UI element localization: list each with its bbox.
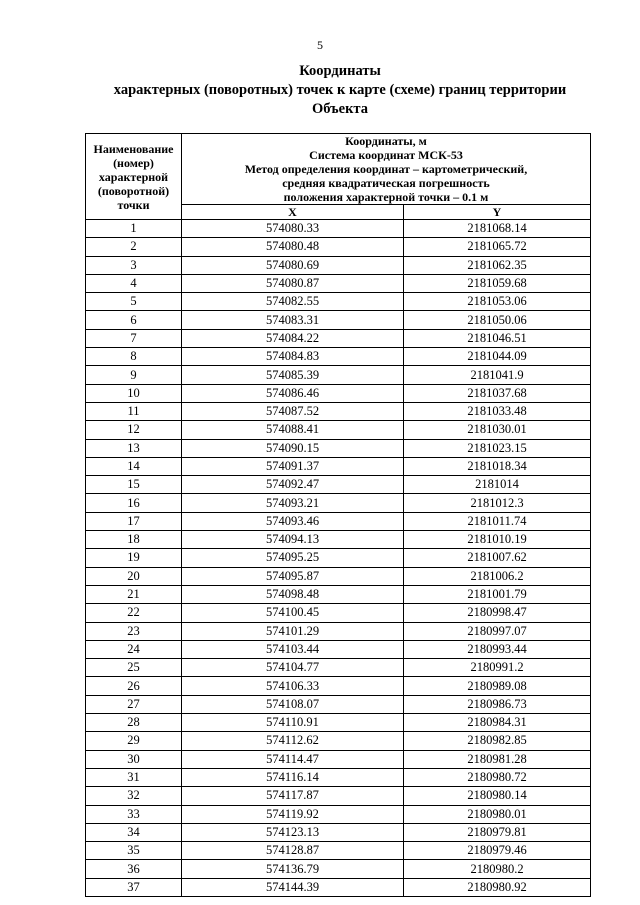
coordinates-header-line-2: Система координат МСК-53 [309,148,463,162]
table-row [86,567,591,585]
point-number-cell: 24 [86,640,182,658]
table-row [86,860,591,878]
x-coordinate-cell: 574101.29 [182,622,404,640]
table-row [86,585,591,603]
point-name-header: Наименование (номер) характерной (поворотной) точки [86,134,182,220]
table-row [86,220,591,238]
y-coordinate-cell: 2180984.31 [404,714,591,732]
table-row [86,842,591,860]
y-coordinate-cell: 2180982.85 [404,732,591,750]
x-coordinate-cell: 574082.55 [182,293,404,311]
x-coordinate-cell: 574123.13 [182,823,404,841]
y-coordinate-cell: 2180986.73 [404,695,591,713]
x-coordinate-cell: 574095.25 [182,549,404,567]
x-coordinate-cell: 574128.87 [182,842,404,860]
y-coordinate-cell: 2181062.35 [404,256,591,274]
table-row [86,604,591,622]
x-coordinate-cell: 574083.31 [182,311,404,329]
x-coordinate-cell: 574093.46 [182,512,404,530]
table-row [86,714,591,732]
y-coordinate-cell: 2180993.44 [404,640,591,658]
y-coordinate-cell: 2180979.81 [404,823,591,841]
x-coordinate-cell: 574094.13 [182,531,404,549]
table-row [86,238,591,256]
point-number-cell: 36 [86,860,182,878]
table-row [86,384,591,402]
y-column-header: Y [404,205,591,220]
coordinates-header-line-3: Метод определения координат – картометрический, [244,162,528,176]
table-row [86,457,591,475]
y-coordinate-cell: 2181037.68 [404,384,591,402]
table-row [86,402,591,420]
point-number-cell: 29 [86,732,182,750]
y-coordinate-cell: 2181001.79 [404,585,591,603]
page-number: 5 [317,38,323,52]
point-number-cell: 4 [86,274,182,292]
table-row [86,549,591,567]
table-row [86,695,591,713]
table-row [86,531,591,549]
x-coordinate-cell: 574136.79 [182,860,404,878]
x-coordinate-cell: 574086.46 [182,384,404,402]
x-coordinate-cell: 574098.48 [182,585,404,603]
table-row [86,494,591,512]
y-coordinate-cell: 2181014 [404,476,591,494]
y-coordinate-cell: 2181012.3 [404,494,591,512]
point-number-cell: 28 [86,714,182,732]
y-coordinate-cell: 2181033.48 [404,402,591,420]
y-coordinate-cell: 2180980.72 [404,768,591,786]
x-coordinate-cell: 574117.87 [182,787,404,805]
y-coordinate-cell: 2180991.2 [404,659,591,677]
y-coordinate-cell: 2181030.01 [404,421,591,439]
coordinates-header-line-1: Координаты, м [345,134,427,148]
y-coordinate-cell: 2181007.62 [404,549,591,567]
table-header [86,134,591,220]
x-coordinate-cell: 574087.52 [182,402,404,420]
table-row [86,787,591,805]
table-row [86,878,591,896]
x-coordinate-cell: 574106.33 [182,677,404,695]
table-row [86,293,591,311]
x-coordinate-cell: 574084.83 [182,348,404,366]
x-coordinate-cell: 574116.14 [182,768,404,786]
x-coordinate-cell: 574080.33 [182,220,404,238]
y-coordinate-cell: 2181006.2 [404,567,591,585]
x-coordinate-cell: 574090.15 [182,439,404,457]
x-coordinate-cell: 574100.45 [182,604,404,622]
point-number-cell: 10 [86,384,182,402]
y-coordinate-cell: 2180989.08 [404,677,591,695]
coordinates-header [182,134,591,205]
x-coordinate-cell: 574112.62 [182,732,404,750]
point-number-cell: 18 [86,531,182,549]
title-line-1: Координаты [299,63,381,79]
point-number-cell: 12 [86,421,182,439]
x-coordinate-cell: 574088.41 [182,421,404,439]
point-number-cell: 15 [86,476,182,494]
point-number-cell: 31 [86,768,182,786]
point-number-cell: 20 [86,567,182,585]
y-coordinate-cell: 2180980.14 [404,787,591,805]
table-row [86,311,591,329]
table-row [86,750,591,768]
x-coordinate-cell: 574093.21 [182,494,404,512]
y-coordinate-cell: 2181059.68 [404,274,591,292]
point-number-cell: 27 [86,695,182,713]
document-title [20,62,640,119]
point-number-cell: 14 [86,457,182,475]
y-coordinate-cell: 2180980.01 [404,805,591,823]
y-coordinate-cell: 2180980.2 [404,860,591,878]
title-line-3: Объекта [312,101,368,117]
point-number-cell: 17 [86,512,182,530]
point-number-cell: 16 [86,494,182,512]
x-coordinate-cell: 574144.39 [182,878,404,896]
point-number-cell: 22 [86,604,182,622]
table-row [86,732,591,750]
x-coordinate-cell: 574080.69 [182,256,404,274]
x-coordinate-cell: 574103.44 [182,640,404,658]
x-coordinate-cell: 574110.91 [182,714,404,732]
table-body [86,220,591,897]
x-coordinate-cell: 574091.37 [182,457,404,475]
point-number-cell: 34 [86,823,182,841]
y-coordinate-cell: 2181053.06 [404,293,591,311]
y-coordinate-cell: 2180997.07 [404,622,591,640]
y-coordinate-cell: 2181023.15 [404,439,591,457]
y-coordinate-cell: 2181044.09 [404,348,591,366]
point-number-cell: 3 [86,256,182,274]
table-row [86,439,591,457]
x-coordinate-cell: 574095.87 [182,567,404,585]
table-row [86,640,591,658]
table-row [86,348,591,366]
y-coordinate-cell: 2181065.72 [404,238,591,256]
point-number-cell: 9 [86,366,182,384]
coordinates-header-line-5: положения характерной точки – 0.1 м [283,190,489,204]
table-row [86,512,591,530]
point-number-cell: 8 [86,348,182,366]
table-row [86,256,591,274]
x-coordinate-cell: 574114.47 [182,750,404,768]
y-coordinate-cell: 2180998.47 [404,604,591,622]
point-number-cell: 37 [86,878,182,896]
point-number-cell: 32 [86,787,182,805]
coordinates-table [85,133,591,897]
y-coordinate-cell: 2180980.92 [404,878,591,896]
table-row [86,677,591,695]
table-row [86,622,591,640]
coordinates-header-line-4: средняя квадратическая погрешность [282,176,490,190]
point-number-cell: 6 [86,311,182,329]
y-coordinate-cell: 2181011.74 [404,512,591,530]
table-row [86,421,591,439]
table-row [86,329,591,347]
x-coordinate-cell: 574085.39 [182,366,404,384]
y-coordinate-cell: 2181068.14 [404,220,591,238]
table-row [86,366,591,384]
point-number-cell: 1 [86,220,182,238]
point-number-cell: 11 [86,402,182,420]
y-coordinate-cell: 2180979.46 [404,842,591,860]
point-number-cell: 30 [86,750,182,768]
point-number-cell: 25 [86,659,182,677]
y-coordinate-cell: 2180981.28 [404,750,591,768]
point-number-cell: 35 [86,842,182,860]
x-coordinate-cell: 574080.48 [182,238,404,256]
x-coordinate-cell: 574092.47 [182,476,404,494]
y-coordinate-cell: 2181041.9 [404,366,591,384]
y-coordinate-cell: 2181046.51 [404,329,591,347]
table-row [86,659,591,677]
y-coordinate-cell: 2181010.19 [404,531,591,549]
x-column-header: X [182,205,404,220]
x-coordinate-cell: 574108.07 [182,695,404,713]
point-number-cell: 2 [86,238,182,256]
x-coordinate-cell: 574080.87 [182,274,404,292]
point-number-cell: 26 [86,677,182,695]
point-number-cell: 5 [86,293,182,311]
point-number-cell: 7 [86,329,182,347]
y-coordinate-cell: 2181018.34 [404,457,591,475]
x-coordinate-cell: 574104.77 [182,659,404,677]
point-number-cell: 21 [86,585,182,603]
point-number-cell: 33 [86,805,182,823]
point-number-cell: 23 [86,622,182,640]
table-row [86,274,591,292]
table-row [86,805,591,823]
table-row [86,823,591,841]
y-coordinate-cell: 2181050.06 [404,311,591,329]
table-row [86,476,591,494]
table-row [86,768,591,786]
x-coordinate-cell: 574084.22 [182,329,404,347]
point-number-cell: 13 [86,439,182,457]
x-coordinate-cell: 574119.92 [182,805,404,823]
title-line-2: характерных (поворотных) точек к карте (схеме) границ территории [113,82,567,98]
point-number-cell: 19 [86,549,182,567]
